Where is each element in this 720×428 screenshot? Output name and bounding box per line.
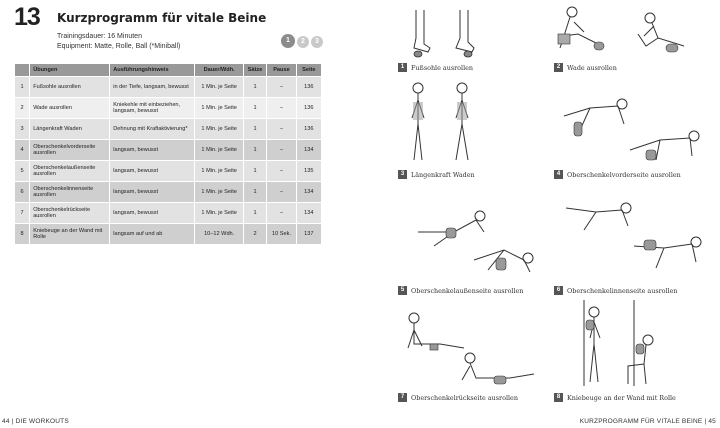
table-row bbox=[15, 119, 321, 139]
row-exercise: Längenkraft Waden bbox=[30, 119, 109, 139]
figure-5-number: 5 bbox=[398, 286, 407, 295]
right-page bbox=[360, 0, 720, 428]
row-nr: 5 bbox=[15, 161, 29, 181]
figure-3-number: 3 bbox=[398, 170, 407, 179]
row-pause: – bbox=[267, 98, 295, 118]
row-pause: – bbox=[267, 119, 295, 139]
row-nr: 1 bbox=[15, 77, 29, 97]
row-sets: 1 bbox=[244, 161, 266, 181]
row-exercise: Oberschenkelvorderseite ausrollen bbox=[30, 140, 109, 160]
row-pause: – bbox=[267, 77, 295, 97]
row-exercise: Fußsohle ausrollen bbox=[30, 77, 109, 97]
figure-6-caption bbox=[554, 286, 678, 295]
col-header-nr bbox=[15, 64, 29, 76]
figure-7-number: 7 bbox=[398, 393, 407, 402]
row-hint: langsam, bewusst bbox=[110, 140, 194, 160]
row-duration: 10–12 Wdh. bbox=[195, 224, 243, 244]
row-hint: Kniekehle mit einbeziehen, langsam, bewusst bbox=[110, 98, 194, 118]
program-number: 13 bbox=[14, 3, 40, 31]
program-title: Kurzprogramm für vitale Beine bbox=[57, 11, 267, 25]
row-duration: 1 Min. je Seite bbox=[195, 140, 243, 160]
col-header-page: Seite bbox=[297, 64, 321, 76]
row-hint: langsam, bewusst bbox=[110, 182, 194, 202]
row-page: 135 bbox=[297, 161, 321, 181]
figure-8-caption bbox=[554, 393, 676, 402]
row-duration: 1 Min. je Seite bbox=[195, 161, 243, 181]
figure-6-illustration bbox=[556, 196, 706, 276]
step-2: 2 bbox=[297, 36, 309, 48]
row-nr: 8 bbox=[15, 224, 29, 244]
row-pause: 10 Sek. bbox=[267, 224, 295, 244]
row-nr: 3 bbox=[15, 119, 29, 139]
row-exercise: Kniebeuge an der Wand mit Rolle bbox=[30, 224, 109, 244]
row-pause: – bbox=[267, 161, 295, 181]
row-duration: 1 Min. je Seite bbox=[195, 119, 243, 139]
figure-8-illustration bbox=[570, 300, 670, 388]
footer-separator: | bbox=[704, 418, 707, 425]
left-section-title: DIE WORKOUTS bbox=[15, 418, 69, 425]
row-pause: – bbox=[267, 140, 295, 160]
right-page-number: 45 bbox=[708, 418, 716, 425]
figure-1-text: Fußsohle ausrollen bbox=[411, 63, 474, 72]
inner-thigh-roll-illustration bbox=[556, 196, 706, 276]
calf-roll-illustration bbox=[554, 4, 704, 60]
figure-1-number: 1 bbox=[398, 63, 407, 72]
row-nr: 2 bbox=[15, 98, 29, 118]
row-hint: langsam, bewusst bbox=[110, 161, 194, 181]
figure-3-text: Längenkraft Waden bbox=[411, 170, 475, 179]
footer-right bbox=[580, 418, 716, 425]
row-sets: 1 bbox=[244, 119, 266, 139]
outer-thigh-roll-illustration bbox=[404, 206, 544, 278]
row-sets: 1 bbox=[244, 77, 266, 97]
footer-left bbox=[2, 418, 69, 425]
table-row bbox=[15, 161, 321, 181]
row-nr: 7 bbox=[15, 203, 29, 223]
footer-separator: | bbox=[11, 418, 14, 425]
training-duration: Trainingsdauer: 16 Minuten bbox=[57, 33, 142, 40]
wall-squat-illustration bbox=[570, 300, 670, 388]
left-page-number: 44 bbox=[2, 418, 10, 425]
table-row bbox=[15, 182, 321, 202]
row-page: 134 bbox=[297, 182, 321, 202]
row-duration: 1 Min. je Seite bbox=[195, 203, 243, 223]
figure-4-illustration bbox=[560, 94, 700, 166]
figure-8-number: 8 bbox=[554, 393, 563, 402]
figure-4-number: 4 bbox=[554, 170, 563, 179]
figure-2-text: Wade ausrollen bbox=[567, 63, 617, 72]
figure-4-text: Oberschenkelvorderseite ausrollen bbox=[567, 170, 681, 179]
row-hint: Dehnung mit Kraftaktivierung* bbox=[110, 119, 194, 139]
figure-1-caption bbox=[398, 63, 473, 72]
row-sets: 1 bbox=[244, 140, 266, 160]
step-1: 1 bbox=[281, 34, 295, 48]
row-nr: 4 bbox=[15, 140, 29, 160]
calf-strength-illustration bbox=[404, 80, 484, 164]
figure-2-illustration bbox=[554, 4, 704, 60]
figure-3-caption bbox=[398, 170, 475, 179]
row-pause: – bbox=[267, 203, 295, 223]
exercise-table bbox=[14, 63, 322, 245]
table-row bbox=[15, 224, 321, 244]
row-pause: – bbox=[267, 182, 295, 202]
table-row bbox=[15, 77, 321, 97]
figure-5-illustration bbox=[404, 206, 544, 278]
figure-2-number: 2 bbox=[554, 63, 563, 72]
figure-7-text: Oberschenkelrückseite ausrollen bbox=[411, 393, 518, 402]
equipment: Equipment: Matte, Rolle, Ball (*Miniball) bbox=[57, 43, 181, 50]
row-sets: 1 bbox=[244, 182, 266, 202]
row-page: 136 bbox=[297, 98, 321, 118]
row-page: 136 bbox=[297, 77, 321, 97]
table-row bbox=[15, 203, 321, 223]
col-header-pause: Pause bbox=[267, 64, 295, 76]
row-hint: langsam, bewusst bbox=[110, 203, 194, 223]
figure-7-caption bbox=[398, 393, 518, 402]
figure-1-illustration bbox=[398, 8, 498, 58]
row-sets: 1 bbox=[244, 203, 266, 223]
step-3: 3 bbox=[311, 36, 323, 48]
quad-roll-illustration bbox=[560, 94, 700, 166]
col-header-sets: Sätze bbox=[244, 64, 266, 76]
row-nr: 6 bbox=[15, 182, 29, 202]
row-exercise: Oberschenkelrückseite ausrollen bbox=[30, 203, 109, 223]
row-page: 134 bbox=[297, 140, 321, 160]
row-exercise: Oberschenkelaußenseite ausrollen bbox=[30, 161, 109, 181]
figure-6-number: 6 bbox=[554, 286, 563, 295]
row-duration: 1 Min. je Seite bbox=[195, 98, 243, 118]
figure-6-text: Oberschenkelinnenseite ausrollen bbox=[567, 286, 678, 295]
right-section-title: KURZPROGRAMM FÜR VITALE BEINE bbox=[579, 418, 703, 425]
col-header-hint: Ausführungshinweis bbox=[110, 64, 194, 76]
figure-8-text: Kniebeuge an der Wand mit Rolle bbox=[567, 393, 676, 402]
col-header-exercise: Übungen bbox=[30, 64, 109, 76]
row-exercise: Wade ausrollen bbox=[30, 98, 109, 118]
figure-5-text: Oberschenkelaußenseite ausrollen bbox=[411, 286, 524, 295]
row-page: 137 bbox=[297, 224, 321, 244]
figure-4-caption bbox=[554, 170, 681, 179]
figure-2-caption bbox=[554, 63, 617, 72]
hamstring-roll-illustration bbox=[400, 304, 540, 388]
row-exercise: Oberschenkelinnenseite ausrollen bbox=[30, 182, 109, 202]
col-header-duration: Dauer/Wdh. bbox=[195, 64, 243, 76]
row-page: 136 bbox=[297, 119, 321, 139]
row-sets: 2 bbox=[244, 224, 266, 244]
foot-ball-illustration bbox=[398, 8, 498, 58]
table-row bbox=[15, 98, 321, 118]
row-duration: 1 Min. je Seite bbox=[195, 77, 243, 97]
figure-7-illustration bbox=[400, 304, 540, 388]
row-page: 134 bbox=[297, 203, 321, 223]
table-header-row bbox=[15, 64, 321, 76]
table-row bbox=[15, 140, 321, 160]
row-duration: 1 Min. je Seite bbox=[195, 182, 243, 202]
row-sets: 1 bbox=[244, 98, 266, 118]
figure-5-caption bbox=[398, 286, 523, 295]
figure-3-illustration bbox=[404, 80, 484, 164]
row-hint: in der Tiefe, langsam, bewusst bbox=[110, 77, 194, 97]
row-hint: langsam auf und ab bbox=[110, 224, 194, 244]
